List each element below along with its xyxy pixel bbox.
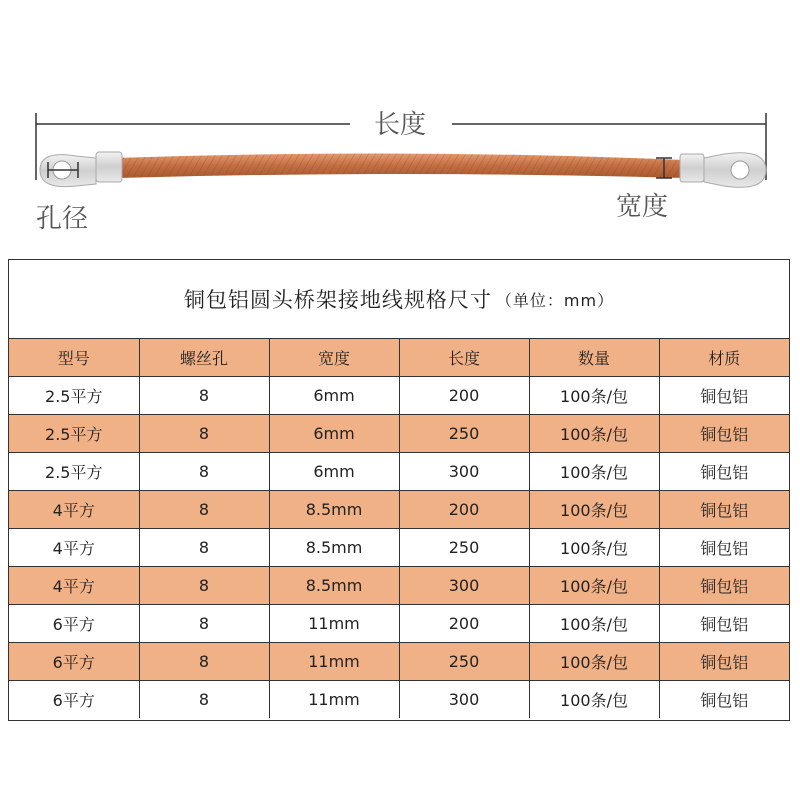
cell-screw-hole: 8 <box>139 605 269 643</box>
cell-width: 11mm <box>269 643 399 681</box>
cell-width: 8.5mm <box>269 529 399 567</box>
cell-model: 2.5平方 <box>9 377 139 415</box>
cell-width: 8.5mm <box>269 491 399 529</box>
cell-model: 4平方 <box>9 491 139 529</box>
cell-model: 4平方 <box>9 567 139 605</box>
cell-material: 铜包铝 <box>659 415 789 453</box>
spec-table <box>8 259 790 721</box>
cell-width: 6mm <box>269 377 399 415</box>
table-row <box>9 681 789 719</box>
cell-material: 铜包铝 <box>659 453 789 491</box>
column-header-length: 长度 <box>399 339 529 377</box>
cell-screw-hole: 8 <box>139 643 269 681</box>
column-header-model: 型号 <box>9 339 139 377</box>
cell-length: 200 <box>399 491 529 529</box>
column-header-width: 宽度 <box>269 339 399 377</box>
cell-width: 6mm <box>269 415 399 453</box>
table-row <box>9 529 789 567</box>
table-row <box>9 605 789 643</box>
cell-material: 铜包铝 <box>659 567 789 605</box>
length-label: 长度 <box>372 104 428 141</box>
cell-quantity: 100条/包 <box>529 605 659 643</box>
cell-material: 铜包铝 <box>659 681 789 719</box>
cell-model: 6平方 <box>9 605 139 643</box>
column-header-quantity: 数量 <box>529 339 659 377</box>
cell-screw-hole: 8 <box>139 491 269 529</box>
cell-width: 11mm <box>269 605 399 643</box>
table-row <box>9 567 789 605</box>
table-header-row <box>9 339 789 377</box>
hole-diameter-label: 孔径 <box>36 204 89 234</box>
cell-screw-hole: 8 <box>139 681 269 719</box>
cell-model: 2.5平方 <box>9 415 139 453</box>
table-body <box>9 377 789 719</box>
table-row <box>9 377 789 415</box>
table-row <box>9 415 789 453</box>
cell-width: 6mm <box>269 453 399 491</box>
cell-model: 6平方 <box>9 643 139 681</box>
cell-material: 铜包铝 <box>659 643 789 681</box>
cell-screw-hole: 8 <box>139 529 269 567</box>
table-title <box>9 260 789 339</box>
cell-quantity: 100条/包 <box>529 567 659 605</box>
cell-width: 11mm <box>269 681 399 719</box>
cell-quantity: 100条/包 <box>529 529 659 567</box>
cell-screw-hole: 8 <box>139 567 269 605</box>
cell-quantity: 100条/包 <box>529 377 659 415</box>
cell-quantity: 100条/包 <box>529 491 659 529</box>
cell-model: 2.5平方 <box>9 453 139 491</box>
cell-material: 铜包铝 <box>659 529 789 567</box>
cell-quantity: 100条/包 <box>529 453 659 491</box>
cell-material: 铜包铝 <box>659 491 789 529</box>
cell-model: 4平方 <box>9 529 139 567</box>
cell-screw-hole: 8 <box>139 377 269 415</box>
width-label: 宽度 <box>616 192 669 222</box>
cell-length: 200 <box>399 377 529 415</box>
cell-width: 8.5mm <box>269 567 399 605</box>
cell-screw-hole: 8 <box>139 453 269 491</box>
table-row <box>9 643 789 681</box>
cell-length: 300 <box>399 567 529 605</box>
cell-length: 250 <box>399 643 529 681</box>
table-title-text: 铜包铝圆头桥架接地线规格尺寸 <box>183 288 492 312</box>
spec-grid <box>9 339 789 718</box>
cell-model: 6平方 <box>9 681 139 719</box>
table-row <box>9 453 789 491</box>
column-header-screw-hole: 螺丝孔 <box>139 339 269 377</box>
cell-material: 铜包铝 <box>659 605 789 643</box>
cell-length: 250 <box>399 529 529 567</box>
cell-quantity: 100条/包 <box>529 681 659 719</box>
right-ring-terminal <box>680 153 766 188</box>
cell-quantity: 100条/包 <box>529 643 659 681</box>
table-unit: （单位：mm） <box>495 290 615 310</box>
cell-length: 250 <box>399 415 529 453</box>
cell-material: 铜包铝 <box>659 377 789 415</box>
product-diagram <box>0 0 800 240</box>
cell-length: 200 <box>399 605 529 643</box>
cell-screw-hole: 8 <box>139 415 269 453</box>
cell-length: 300 <box>399 453 529 491</box>
cell-quantity: 100条/包 <box>529 415 659 453</box>
column-header-material: 材质 <box>659 339 789 377</box>
table-row <box>9 491 789 529</box>
cell-length: 300 <box>399 681 529 719</box>
